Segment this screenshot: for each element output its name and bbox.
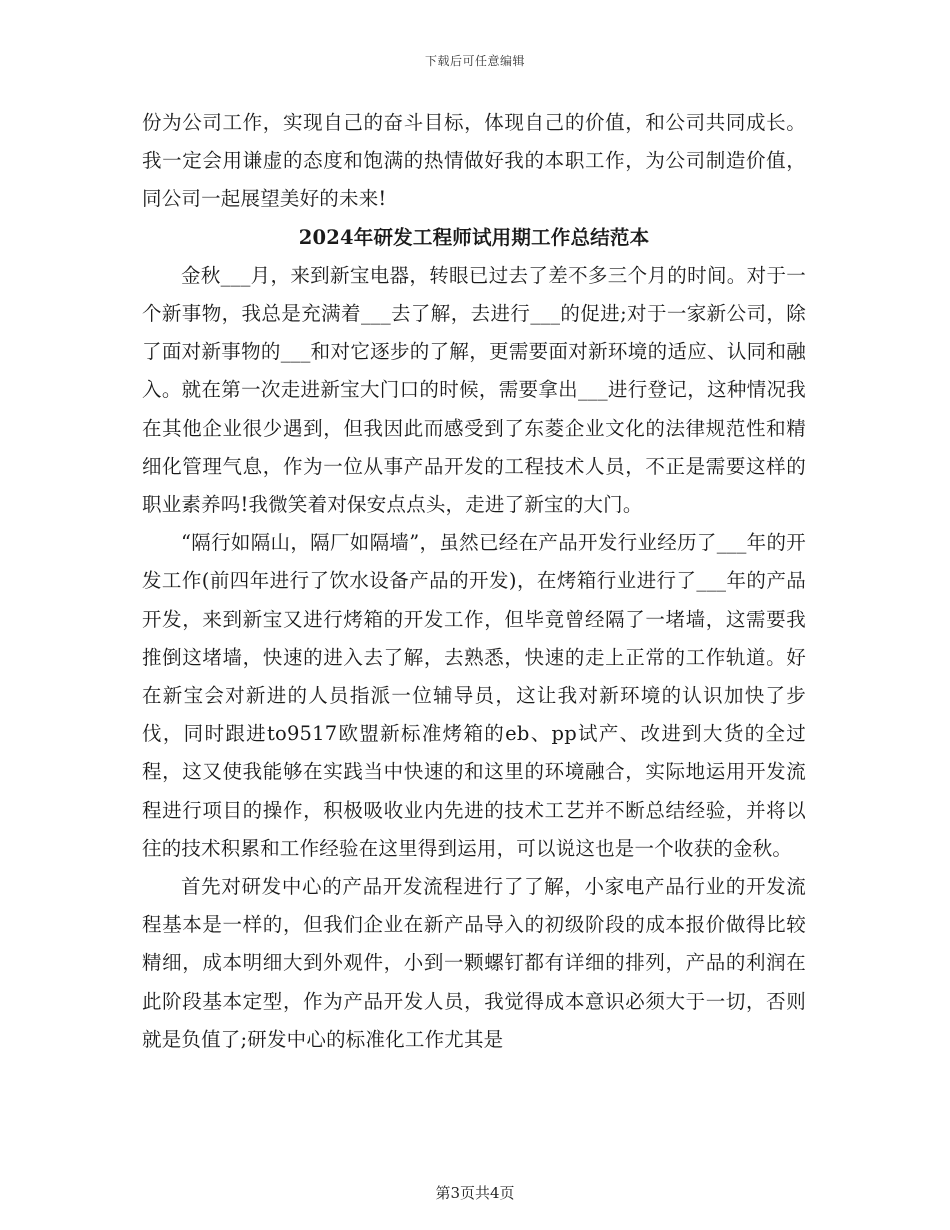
body-paragraph-3: 首先对研发中心的产品开发流程进行了了解，小家电产品行业的开发流程基本是一样的，但我们企业在新产品导入的初级阶段的成本报价做得比较精细，成本明细大到外观件，小到一颗螺钉都有详细的排列，产品的利润在此阶段基本定型，作为产品开发人员，我觉得成本意识必须大于一切，否则就是负值了;研发中心的标准化工作尤其是 xyxy=(142,875,806,1051)
document-title: 2024年研发工程师试用期工作总结范本 xyxy=(298,225,650,249)
document-body xyxy=(142,104,806,1059)
page-number-footer: 第3页共4页 xyxy=(435,1184,515,1202)
intro-paragraph: 份为公司工作，实现自己的奋斗目标，体现自己的价值，和公司共同成长。我一定会用谦虚的态度和饱满的热情做好我的本职工作，为公司制造价值，同公司一起展望美好的未来! xyxy=(142,111,806,211)
body-paragraph-1: 金秋___月，来到新宝电器，转眼已过去了差不多三个月的时间。对于一个新事物，我总是充满着___去了解，去进行___的促进;对于一家新公司，除了面对新事物的___和对它逐步的了解，更需要面对新环境的适应、认同和融入。就在第一次走进新宝大门口的时候，需要拿出___进行登记，这种情况我在其他企业很少遇到，但我因此而感受到了东菱企业文化的法律规范性和精细化管理气息，作为一位从事产品开发的工程技术人员，不正是需要这样的职业素养吗!我微笑着对保安点点头，走进了新宝的大门。 xyxy=(142,263,806,517)
body-paragraph-2: “隔行如隔山，隔厂如隔墙”，虽然已经在产品开发行业经历了___年的开发工作(前四年进行了饮水设备产品的开发)，在烤箱行业进行了___年的产品开发，来到新宝又进行烤箱的开发工作，但毕竟曾经隔了一堵墙，这需要我推倒这堵墙，快速的进入去了解，去熟悉，快速的走上正常的工作轨道。好在新宝会对新进的人员指派一位辅导员，这让我对新环境的认识加快了步伐，同时跟进to9517欧盟新标准烤箱的eb、pp试产、改进到大货的全过程，这又使我能够在实践当中快速的和这里的环境融合，实际地运用开发流程进行项目的操作，积极吸收业内先进的技术工艺并不断总结经验，并将以往的技术积累和工作经验在这里得到运用，可以说这也是一个收获的金秋。 xyxy=(142,531,806,860)
page-header-note: 下载后可任意编辑 xyxy=(424,54,525,68)
